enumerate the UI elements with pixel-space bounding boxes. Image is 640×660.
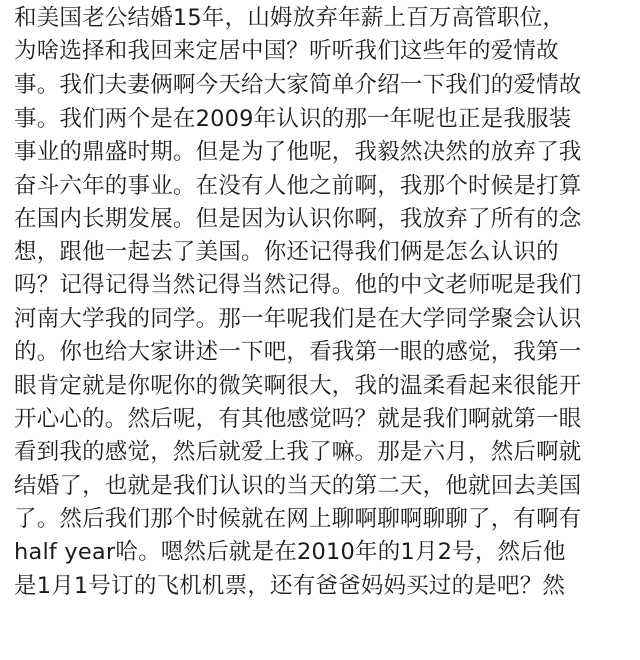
text-line: 结婚了，也就是我们认识的当天的第二天，他就回去美国 [14, 473, 582, 499]
text-line: 开心心的。然后呢，有其他感觉吗？就是我们啊就第一眼 [14, 406, 582, 432]
text-line: 看到我的感觉，然后就爱上我了嘛。那是六月，然后啊就 [14, 439, 582, 465]
text-line: 的。你也给大家讲述一下吧，看我第一眼的感觉，我第一 [14, 339, 582, 365]
text-line: half year哈。嗯然后就是在2010年的1月2号，然后他 [14, 539, 566, 565]
text-line: 和美国老公结婚15年，山姆放弃年薪上百万高管职位， [14, 5, 566, 31]
text-line: 事。我们夫妻俩啊今天给大家简单介绍一下我们的爱情故 [14, 72, 582, 98]
text-line: 事。我们两个是在2009年认识的那一年呢也正是我服装 [14, 106, 572, 132]
text-line: 眼肯定就是你呢你的微笑啊很大，我的温柔看起来很能开 [14, 373, 582, 399]
text-line: 事业的鼎盛时期。但是为了他呢，我毅然决然的放弃了我 [14, 139, 582, 165]
text-line: 奋斗六年的事业。在没有人他之前啊，我那个时候是打算 [14, 173, 582, 199]
text-line: 河南大学我的同学。那一年呢我们是在大学同学聚会认识 [14, 306, 582, 332]
text-line: 想，跟他一起去了美国。你还记得我们俩是怎么认识的 [14, 239, 559, 265]
watermark-overlay [380, 630, 530, 660]
text-line: 吗？记得记得当然记得当然记得。他的中文老师呢是我们 [14, 272, 582, 298]
text-line: 为啥选择和我回来定居中国？听听我们这些年的爱情故 [14, 38, 559, 64]
text-line: 了。然后我们那个时候就在网上聊啊聊啊聊聊了，有啊有 [14, 506, 582, 532]
text-line: 是1月1号订的飞机机票，还有爸爸妈妈买过的是吧？然 [14, 573, 566, 599]
text-line: 在国内长期发展。但是因为认识你啊，我放弃了所有的念 [14, 206, 582, 232]
